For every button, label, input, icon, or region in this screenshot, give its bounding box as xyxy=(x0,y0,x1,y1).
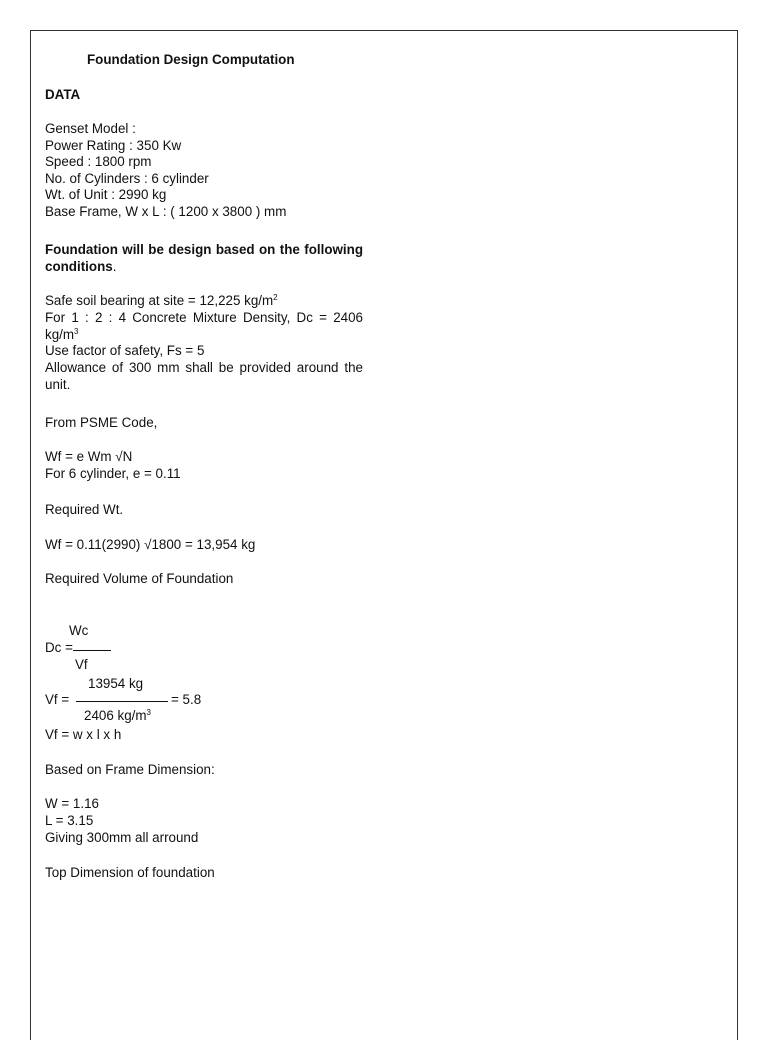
psme-line: From PSME Code, xyxy=(45,415,158,430)
e-value-line: For 6 cylinder, e = 0.11 xyxy=(45,466,181,481)
soil-bearing-text: Safe soil bearing at site = 12,225 kg/m xyxy=(45,293,274,308)
data-line: Genset Model : xyxy=(45,121,136,136)
dc-denominator: Vf xyxy=(75,657,88,672)
vf-fraction-bar xyxy=(76,701,168,702)
document-title: Foundation Design Computation xyxy=(87,52,295,67)
data-heading: DATA xyxy=(45,87,81,102)
dc-numerator: Wc xyxy=(69,623,89,638)
dc-lhs: Dc = xyxy=(45,640,73,655)
mixture-density-exponent: 3 xyxy=(74,326,79,336)
conditions-heading-text: Foundation will be design based on the following conditions xyxy=(45,242,363,274)
data-list xyxy=(45,121,365,220)
required-volume-label: Required Volume of Foundation xyxy=(45,571,234,586)
data-line: No. of Cylinders : 6 cylinder xyxy=(45,170,209,186)
vf-denominator-exponent: 3 xyxy=(146,708,151,717)
giving-allowance-line: Giving 300mm all arround xyxy=(45,830,199,845)
vf-result: = 5.8 xyxy=(171,692,202,707)
safety-factor-line: Use factor of safety, Fs = 5 xyxy=(45,343,205,358)
mixture-density-line xyxy=(45,310,363,343)
conditions-period: . xyxy=(112,258,117,274)
wf-formula: Wf = e Wm √N xyxy=(45,449,133,464)
vf-denominator-text: 2406 kg/m xyxy=(84,708,147,723)
soil-bearing-exponent: 2 xyxy=(273,293,278,302)
data-line: Wt. of Unit : 2990 kg xyxy=(45,187,167,202)
w-value: W = 1.16 xyxy=(45,796,99,811)
wf-calculation: Wf = 0.11(2990) √1800 = 13,954 kg xyxy=(45,537,256,552)
required-wt-label: Required Wt. xyxy=(45,502,124,517)
dc-fraction-bar xyxy=(73,650,111,651)
top-dimension-label: Top Dimension of foundation xyxy=(45,865,215,880)
document-page xyxy=(30,30,738,1040)
vf-dimensions: Vf = w x l x h xyxy=(45,727,122,742)
data-line: Power Rating : 350 Kw xyxy=(45,137,182,153)
vf-lhs: Vf = xyxy=(45,692,70,707)
mixture-density-text: For 1 : 2 : 4 Concrete Mixture Density, Dc = 2406 kg/m xyxy=(45,310,363,342)
vf-denominator xyxy=(84,708,151,725)
allowance-line: Allowance of 300 mm shall be provided around the unit. xyxy=(45,360,363,392)
l-value: L = 3.15 xyxy=(45,813,94,828)
data-line: Speed : 1800 rpm xyxy=(45,154,152,169)
data-line: Base Frame, W x L : ( 1200 x 3800 ) mm xyxy=(45,203,287,219)
soil-bearing-line xyxy=(45,293,365,310)
vf-numerator: 13954 kg xyxy=(88,676,144,691)
frame-dimension-label: Based on Frame Dimension: xyxy=(45,762,215,777)
conditions-heading xyxy=(45,242,363,275)
